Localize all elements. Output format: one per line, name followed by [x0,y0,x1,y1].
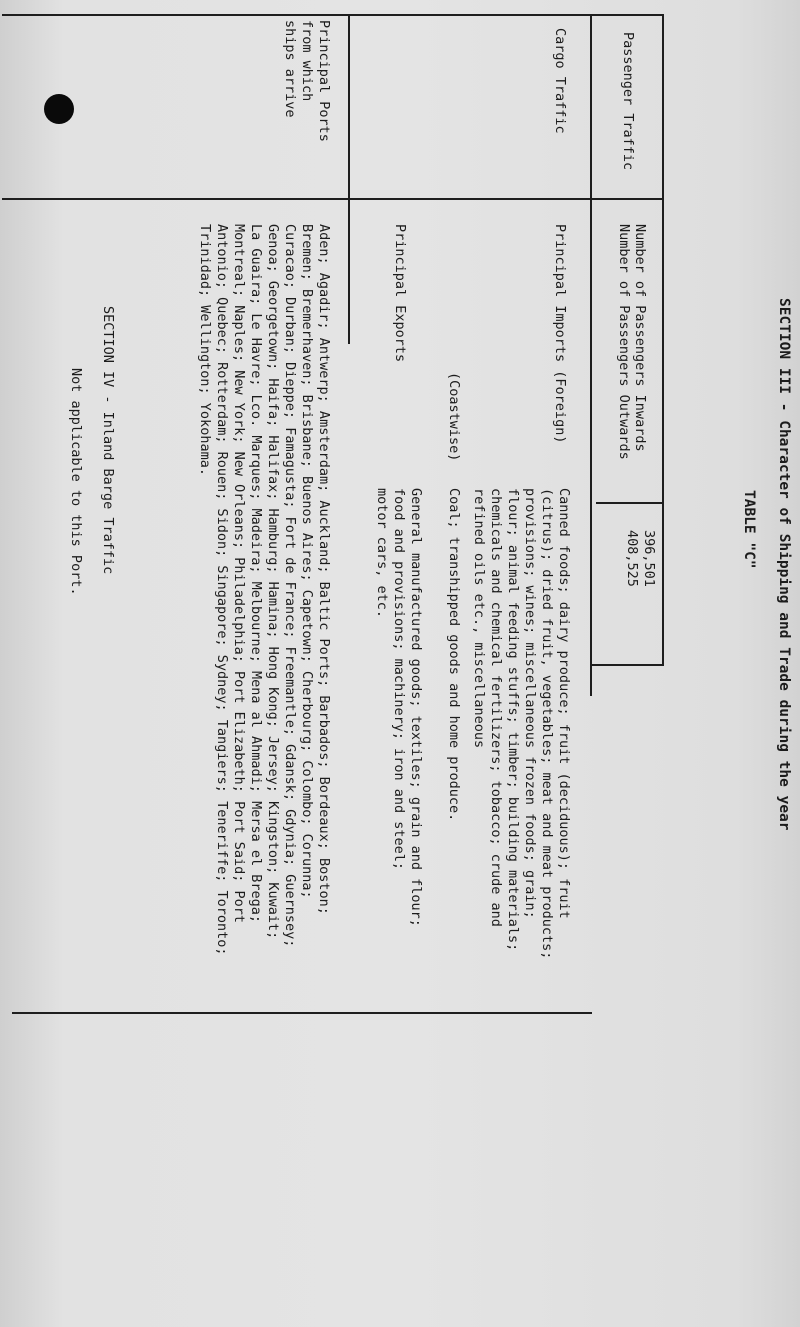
cargo-traffic-label: Cargo Traffic [552,28,568,134]
imports-line: Canned foods; dairy produce; fruit (deciduous); fruit [556,488,572,919]
exports-label: Principal Exports [392,224,408,363]
passengers-outwards-label: Number of Passengers Outwards [616,224,632,460]
passenger-right-border [592,664,664,666]
ports-line: Aden; Agadir; Antwerp; Amsterdam; Auckland; Baltic Ports; Barbados; Bordeaux; Boston; [316,224,332,915]
table-left-border [2,14,664,16]
ports-label-line: from which [299,20,315,102]
imports-foreign-text [470,488,572,1008]
imports-line: flour; animal feeding stuffs; timber; building materials; [505,488,521,952]
table-column-divider [2,198,664,200]
coastwise-text: Coal; transhipped goods and home produce. [446,488,462,822]
ports-line: Montreal; Naples; New York; New Orleans; Philadelphia; Port Elizabeth; Port Said; Port [231,224,247,923]
imports-line: provisions; wines; miscellaneous frozen foods; grain; [522,488,538,919]
ports-label [281,20,332,190]
table-top-border [662,14,664,665]
imports-foreign-label: Principal Imports (Foreign) [552,224,568,444]
section-iv-title: SECTION IV - Inland Barge Traffic [100,306,116,575]
ports-line: Trinidad; Wellington; Yokohama. [197,224,213,476]
passenger-value-divider [596,502,664,504]
passengers-inwards-value: 396,501 [641,530,657,587]
imports-line: (citrus); dried fruit, vegetables; meat and meat products; [539,488,555,960]
imports-line: chemicals and chemical fertilizers; tobacco; crude and [488,488,504,927]
table-label: TABLE "C" [741,490,757,569]
ports-line: Genoa; Georgetown; Haifa; Halifax; Hamburg; Hamina; Hong Kong; Jersey; Kingston; Kuwait; [265,224,281,940]
exports-line: food and provisions; machinery; iron and steel; [391,488,407,871]
ports-line: Curacao; Durban; Dieppe; Famagusta; Fort de France; Freemantle; Gdansk; Gdynia; Guernsey; [282,224,298,948]
exports-line: motor cars, etc. [374,488,390,619]
exports-text [373,488,424,1008]
passengers-inwards-label: Number of Passengers Inwards [632,224,648,452]
cargo-row-divider [348,14,350,344]
section-iii-title: SECTION III - Character of Shipping and Trade during the year [776,298,792,831]
ports-label-line: Principal Ports [316,20,332,142]
ports-label-line: ships arrive [282,20,298,118]
ports-line: La Guaira; Le Havre; Lco. Marques; Madeira; Melbourne; Mena al Ahmadi; Mersa el Brega; [248,224,264,923]
ports-list [196,224,332,1014]
exports-line: General manufactured goods; textiles; grain and flour; [408,488,424,927]
section-iv-note: Not applicable to this Port. [68,368,84,596]
ports-line: Bremen; Bremerhaven; Brisbane; Buenos Aires; Capetown; Cherbourg; Colombo; Corunna; [299,224,315,899]
passenger-traffic-label: Passenger Traffic [620,32,636,171]
coastwise-label: (Coastwise) [446,372,462,462]
passenger-row-divider [590,14,592,696]
passengers-outwards-value: 408,525 [624,530,640,587]
ports-line: Antonio; Quebec; Rotterdam; Rouen; Sidon; Singapore; Sydney; Tangiers; Teneriffe; Toronto; [214,224,230,956]
imports-line: refined oils etc., miscellaneous [471,488,487,749]
